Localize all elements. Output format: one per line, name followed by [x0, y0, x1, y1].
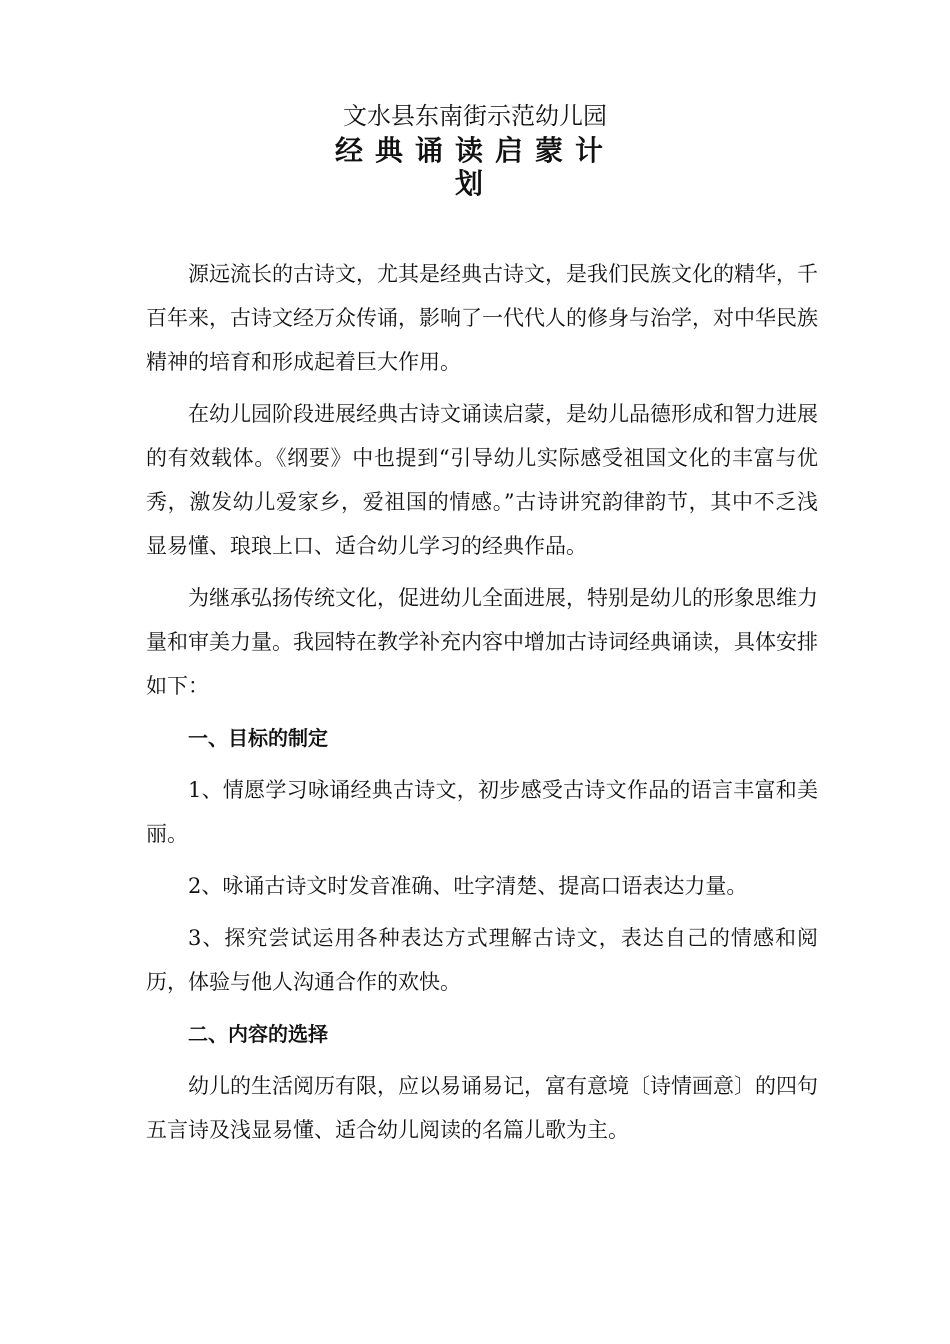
goal-item-1: 1、情愿学习咏诵经典古诗文，初步感受古诗文作品的语言丰富和美丽。: [146, 778, 818, 846]
goal-item-2: 2、咏诵古诗文时发音准确、吐字清楚、提高口语表达力量。: [188, 874, 748, 898]
section-heading-content: 二、内容的选择: [188, 1022, 328, 1046]
document-body: [146, 252, 818, 1160]
intro-paragraph-3: 为继承弘扬传统文化，促进幼儿全面进展，特别是幼儿的形象思维力量和审美力量。我园特在教学补充内容中增加古诗词经典诵读，具体安排如下：: [146, 586, 818, 698]
section-heading-goals: 一、目标的制定: [188, 726, 328, 750]
document-title: 经典诵读启蒙计划: [334, 134, 615, 200]
kindergarten-name: 文水县东南街示范幼儿园: [343, 102, 607, 130]
intro-paragraph-2: 在幼儿园阶段进展经典古诗文诵读启蒙，是幼儿品德形成和智力进展的有效载体。《纲要》中也提到“引导幼儿实际感受祖国文化的丰富与优秀，激发幼儿爱家乡，爱祖国的情感。”古诗讲究韵律韵节，其中不乏浅显易懂、琅琅上口、适合幼儿学习的经典作品。: [146, 402, 818, 558]
goal-item-3: 3、探究尝试运用各种表达方式理解古诗文，表达自己的情感和阅历，体验与他人沟通合作的欢快。: [146, 926, 818, 994]
content-paragraph: 幼儿的生活阅历有限，应以易诵易记，富有意境〔诗情画意〕的四句五言诗及浅显易懂、适合幼儿阅读的名篇儿歌为主。: [146, 1074, 818, 1142]
intro-paragraph-1: 源远流长的古诗文，尤其是经典古诗文，是我们民族文化的精华，千百年来，古诗文经万众传诵，影响了一代代人的修身与治学，对中华民族精神的培育和形成起着巨大作用。: [146, 262, 818, 374]
